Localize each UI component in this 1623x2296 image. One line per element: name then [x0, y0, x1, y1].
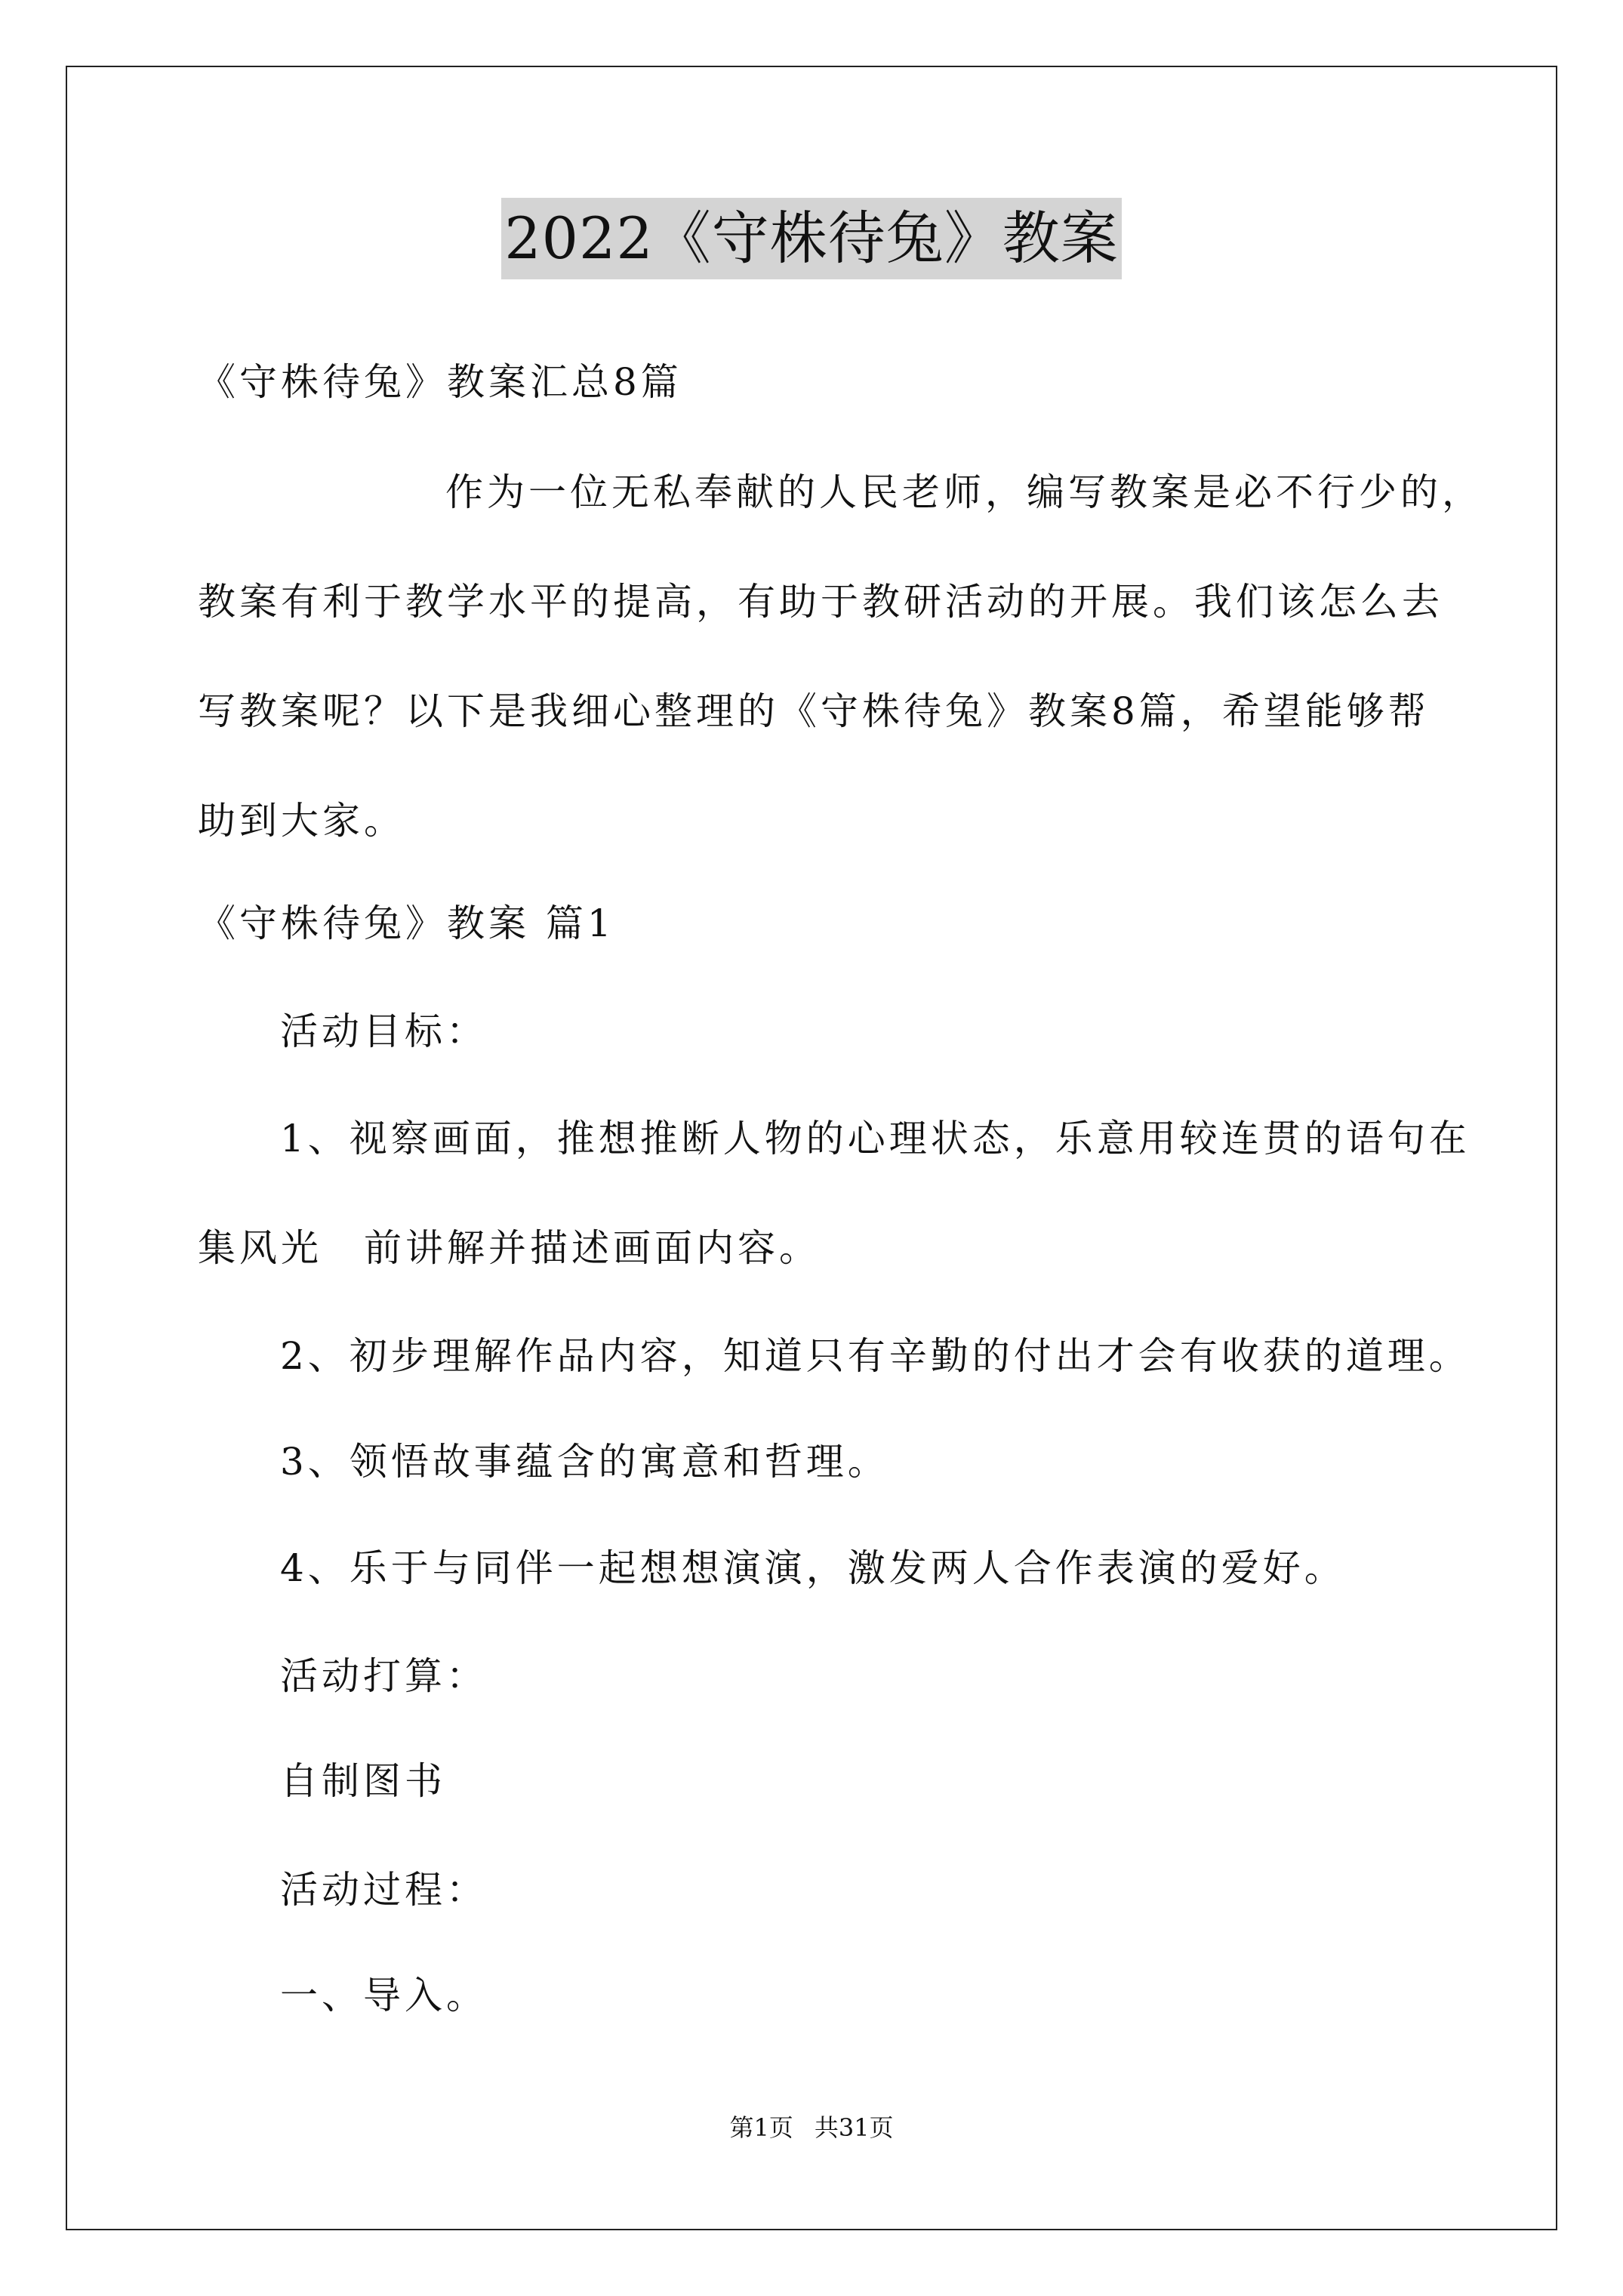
body-line: 活动目标： — [280, 1009, 488, 1053]
intro-line: 教案有利于教学水平的提高，有助于教研活动的开展。我们该怎么去 — [198, 580, 1443, 624]
intro-line: 作为一位无私奉献的人民老师，编写教案是必不行少的， — [445, 470, 1483, 514]
intro-line: 助到大家。 — [198, 799, 405, 843]
body-line: 自制图书 — [280, 1759, 446, 1803]
page-footer — [0, 2109, 1623, 2143]
body-line: 活动过程： — [280, 1868, 488, 1912]
body-line: 1、视察画面，推想推断人物的心理状态，乐意用较连贯的语句在 — [280, 1117, 1471, 1160]
body-line: 4、乐于与同伴一起想想演演，激发两人合作表演的爱好。 — [280, 1546, 1346, 1590]
document-subtitle: 《守株待兔》教案汇总8篇 — [198, 360, 682, 404]
body-line: 3、领悟故事蕴含的寓意和哲理。 — [280, 1440, 889, 1484]
body-line: 活动打算： — [280, 1654, 488, 1698]
document-title: 2022《守株待兔》教案 — [501, 198, 1121, 279]
body-line: 集风光 前讲解并描述画面内容。 — [198, 1226, 821, 1270]
body-line: 一、导入。 — [280, 1974, 488, 2017]
intro-line: 写教案呢？以下是我细心整理的《守株待兔》教案8篇，希望能够帮 — [198, 689, 1430, 733]
section-heading: 《守株待兔》教案 篇1 — [198, 901, 615, 945]
body-line: 2、初步理解作品内容，知道只有辛勤的付出才会有收获的道理。 — [280, 1334, 1471, 1378]
page-number: 第1页 — [729, 2113, 793, 2142]
page-total: 共31页 — [814, 2113, 894, 2142]
title-container — [0, 198, 1623, 279]
